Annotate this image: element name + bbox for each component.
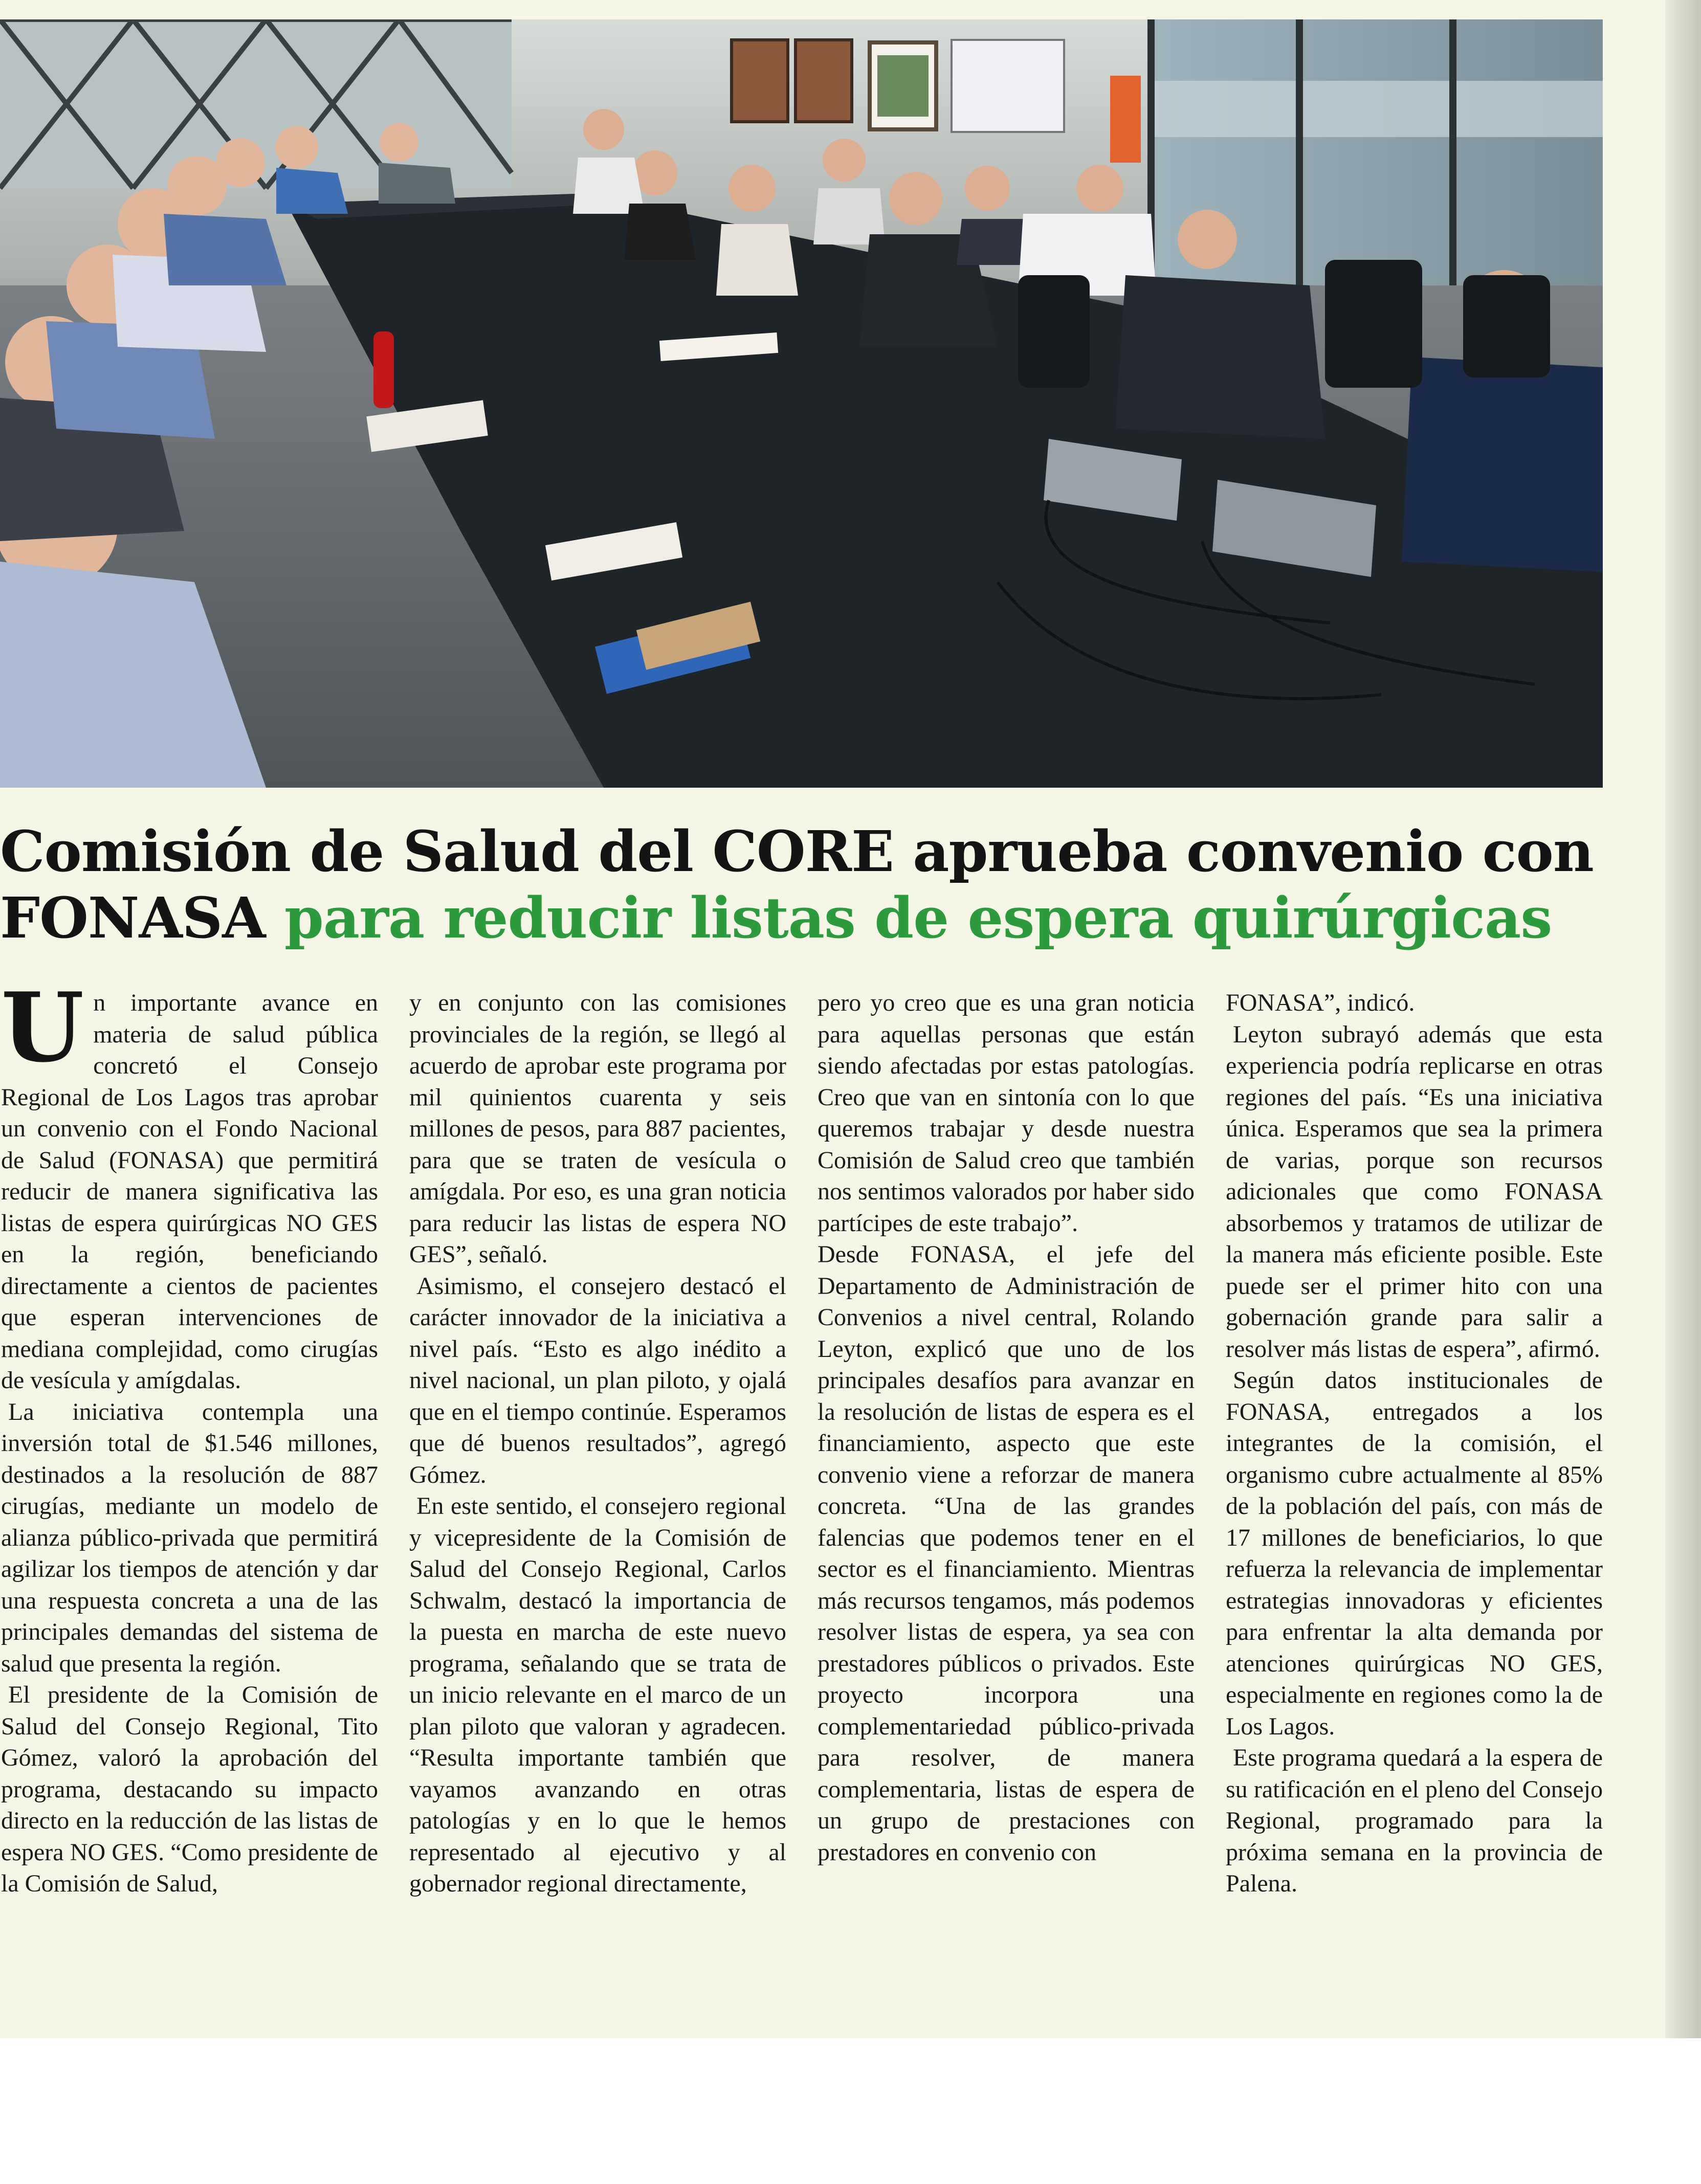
article-paragraph: pero yo creo que es una gran noticia para aquellas personas que están siendo afectadas por estas patologías. Creo que van en sintonía con lo que queremos trabajar y desde nuestra Comisión de Salud creo que también nos sentimos valorados por haber sido partícipes de este trabajo”. bbox=[818, 989, 1195, 1237]
meeting-photo bbox=[0, 19, 1603, 788]
article-paragraph bbox=[1, 971, 378, 1396]
article-paragraph: La iniciativa contempla una inversión total de $1.546 millones, destinados a la resolución de 887 cirugías, mediante un modelo de alianza público-privada que permitirá agilizar los tiempos de atención y dar una respuesta concreta a una de las principales demandas del sistema de salud que presenta la región. bbox=[1, 1398, 378, 1677]
article-paragraph: y en conjunto con las comisiones provinciales de la región, se llegó al acuerdo de aprobar este programa por mil quinientos cuarenta y seis millones de pesos, para 887 pacientes, para que se traten de vesícula o amígdala. Por eso, es una gran noticia para reducir las listas de espera NO GES”, señaló. bbox=[409, 989, 786, 1268]
page-edge-shadow bbox=[1665, 0, 1701, 2038]
article-column-1 bbox=[1, 971, 378, 1900]
article-paragraph: Este programa quedará a la espera de su ratificación en el pleno del Consejo Regional, programado para la próxima semana en la provincia de Palena. bbox=[1226, 1744, 1603, 1897]
article-column-4 bbox=[1226, 987, 1603, 1900]
article-headline bbox=[0, 818, 1606, 951]
article-column-3 bbox=[818, 987, 1195, 1868]
meeting-photo-illustration bbox=[0, 19, 1603, 788]
headline-main: Comisión de Salud del CORE aprueba convenio con FONASA bbox=[0, 818, 1594, 951]
article-column-2 bbox=[409, 987, 786, 1900]
article-paragraph: El presidente de la Comisión de Salud del Consejo Regional, Tito Gómez, valoró la aprobación del programa, destacando su impacto directo en la reducción de las listas de espera NO GES. “Como presidente de la Comisión de Salud, bbox=[1, 1681, 378, 1897]
paragraph-text: n importante avance en materia de salud pública concretó el Consejo Regional de Los Lagos tras aprobar un convenio con el Fondo Nacional de Salud (FONASA) que permitirá reducir de manera significativa las listas de espera quirúrgicas NO GES en la región, beneficiando directamente a cientos de pacientes que esperan intervenciones de mediana complejidad, como cirugías de vesícula y amígdalas. bbox=[1, 989, 378, 1394]
article-paragraph: Leyton subrayó además que esta experiencia podría replicarse en otras regiones del país. “Es una iniciativa única. Esperamos que sea la primera de varias, porque son recursos adicionales que como FONASA absorbemos y tratamos de utilizar de la manera más eficiente posible. Este puede ser el primer hito con una gobernación grande para salir a resolver más listas de espera”, afirmó. bbox=[1226, 1020, 1603, 1363]
headline-accent: para reducir listas de espera quirúrgicas bbox=[284, 885, 1552, 951]
article-paragraph: Asimismo, el consejero destacó el carácter innovador de la iniciativa a nivel país. “Esto es algo inédito a nivel nacional, un plan piloto, y ojalá que en el tiempo continúe. Esperamos que dé buenos resultados”, agregó Gómez. bbox=[409, 1272, 786, 1488]
drop-cap: U bbox=[1, 971, 84, 1083]
article-paragraph: FONASA”, indicó. bbox=[1226, 989, 1415, 1016]
article-paragraph: Según datos institucionales de FONASA, entregados a los integrantes de la comisión, el organismo cubre actualmente al 85% de la población del país, con más de 17 millones de beneficiarios, lo que refuerza la relevancia de implementar estrategias innovadoras y eficientes para enfrentar la alta demanda por atenciones quirúrgicas NO GES, especialmente en regiones como la de Los Lagos. bbox=[1226, 1367, 1603, 1740]
article-paragraph: Desde FONASA, el jefe del Departamento de Administración de Convenios a nivel central, Rolando Leyton, explicó que uno de los principales desafíos para avanzar en la resolución de listas de espera es el financiamiento, aspecto que este convenio viene a reforzar de manera concreta. “Una de las grandes falencias que podemos tener en el sector es el financiamiento. Mientras más recursos tengamos, más podemos resolver listas de espera, ya sea con prestadores públicos o privados. Este proyecto incorpora una complementariedad público-privada para resolver, de manera complementaria, listas de espera de un grupo de prestaciones con prestadores en convenio con bbox=[818, 1241, 1195, 1866]
article-paragraph: En este sentido, el consejero regional y vicepresidente de la Comisión de Salud del Consejo Regional, Carlos Schwalm, destacó la importancia de la puesta en marcha de este nuevo programa, señalando que se trata de un inicio relevante en el marco de un plan piloto que valoran y agradecen. “Resulta importante también que vayamos avanzando en otras patologías y en lo que le hemos representado al ejecutivo y al gobernador regional directamente, bbox=[409, 1492, 786, 1897]
